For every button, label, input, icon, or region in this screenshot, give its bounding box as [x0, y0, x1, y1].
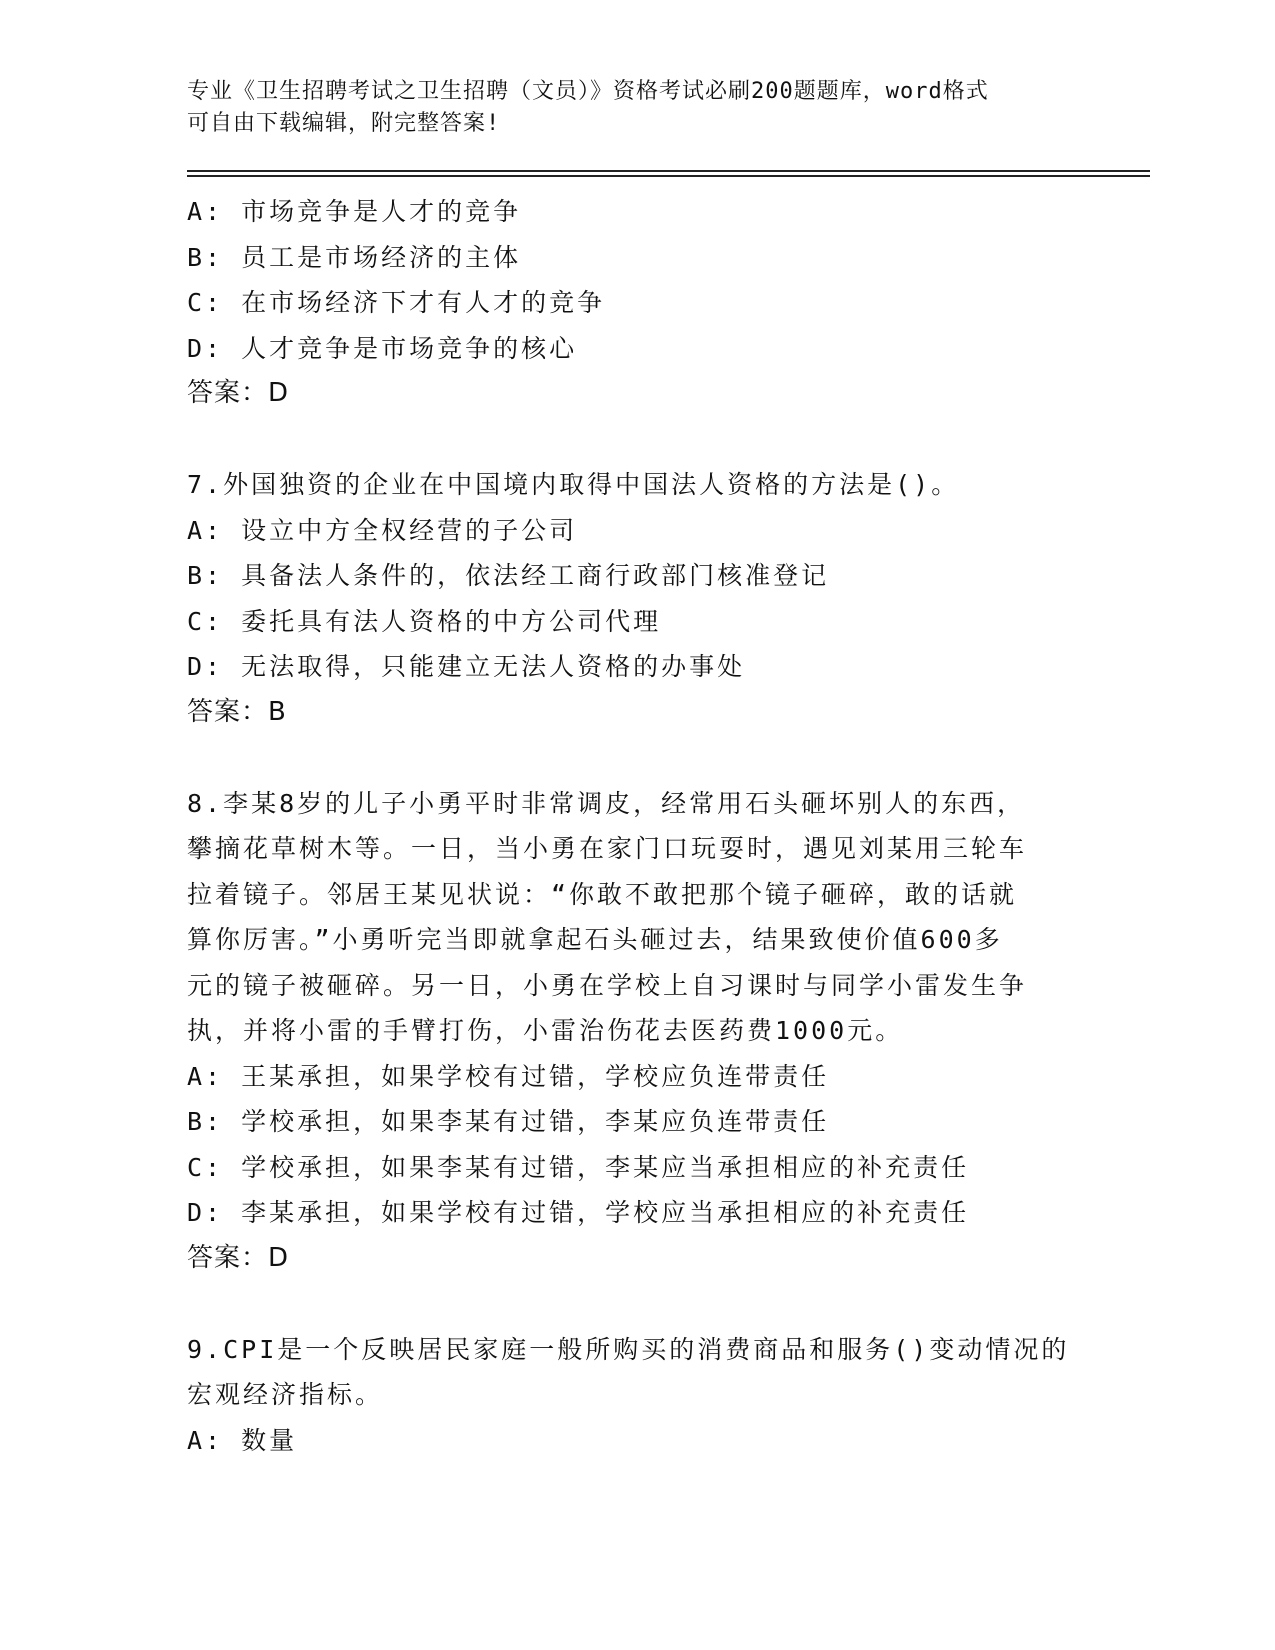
option-b: B: 员工是市场经济的主体 [187, 242, 522, 272]
question-stem-line: 宏观经济指标。 [187, 1380, 384, 1409]
option-b: B: 学校承担，如果李某有过错，李某应负连带责任 [187, 1107, 830, 1136]
question-stem-line: 8.李某8岁的儿子小勇平时非常调皮，经常用石头砸坏别人的东西， [187, 788, 1026, 818]
question-8 [187, 781, 1087, 1282]
question-stem-line: 攀摘花草树木等。一日，当小勇在家门口玩耍时，遇见刘某用三轮车 [187, 834, 1028, 863]
answer: 答案：D [187, 1242, 290, 1273]
header-rule-bottom [187, 175, 1150, 177]
option-c: C: 委托具有法人资格的中方公司代理 [187, 606, 662, 636]
question-stem: 7.外国独资的企业在中国境内取得中国法人资格的方法是()。 [187, 470, 960, 499]
question-stem-line: 元的镜子被砸碎。另一日，小勇在学校上自习课时与同学小雷发生争 [187, 970, 1028, 1000]
option-a: A: 王某承担，如果学校有过错，学校应负连带责任 [187, 1061, 830, 1091]
question-9 [187, 1327, 1087, 1464]
option-a: A: 数量 [187, 1425, 298, 1455]
question-stem-line: 9.CPI是一个反映居民家庭一般所购买的消费商品和服务()变动情况的 [187, 1334, 1070, 1364]
option-c: C: 在市场经济下才有人才的竞争 [187, 288, 606, 317]
question-6 [187, 189, 1087, 417]
header-line-2: 可自由下载编辑，附完整答案! [187, 111, 501, 136]
header-rule-top [187, 170, 1150, 172]
option-b: B: 具备法人条件的，依法经工商行政部门核准登记 [187, 561, 830, 590]
question-7 [187, 462, 1087, 735]
option-d: D: 人才竞争是市场竞争的核心 [187, 333, 578, 363]
option-d: D: 李某承担，如果学校有过错，学校应当承担相应的补充责任 [187, 1198, 970, 1227]
question-stem-line: 执，并将小雷的手臂打伤，小雷治伤花去医药费1000元。 [187, 1016, 904, 1045]
option-d: D: 无法取得，只能建立无法人资格的办事处 [187, 652, 746, 681]
question-stem-line: 拉着镜子。邻居王某见状说：“你敢不敢把那个镜子砸碎，敢的话就 [187, 879, 1018, 909]
answer: 答案：B [187, 696, 287, 727]
spacer [187, 1281, 1087, 1327]
option-a: A: 设立中方全权经营的子公司 [187, 515, 578, 545]
header-line-1: 专业《卫生招聘考试之卫生招聘（文员）》资格考试必刷200题题库，word格式 [187, 79, 989, 104]
document-header [187, 76, 1087, 140]
spacer [187, 417, 1087, 463]
question-stem-line: 算你厉害。”小勇听完当即就拿起石头砸过去，结果致使价值600多 [187, 925, 1003, 954]
option-c: C: 学校承担，如果李某有过错，李某应当承担相应的补充责任 [187, 1152, 970, 1182]
spacer [187, 735, 1087, 781]
option-a: A: 市场竞争是人才的竞争 [187, 197, 522, 226]
answer: 答案：D [187, 378, 290, 408]
question-content [187, 189, 1087, 1463]
